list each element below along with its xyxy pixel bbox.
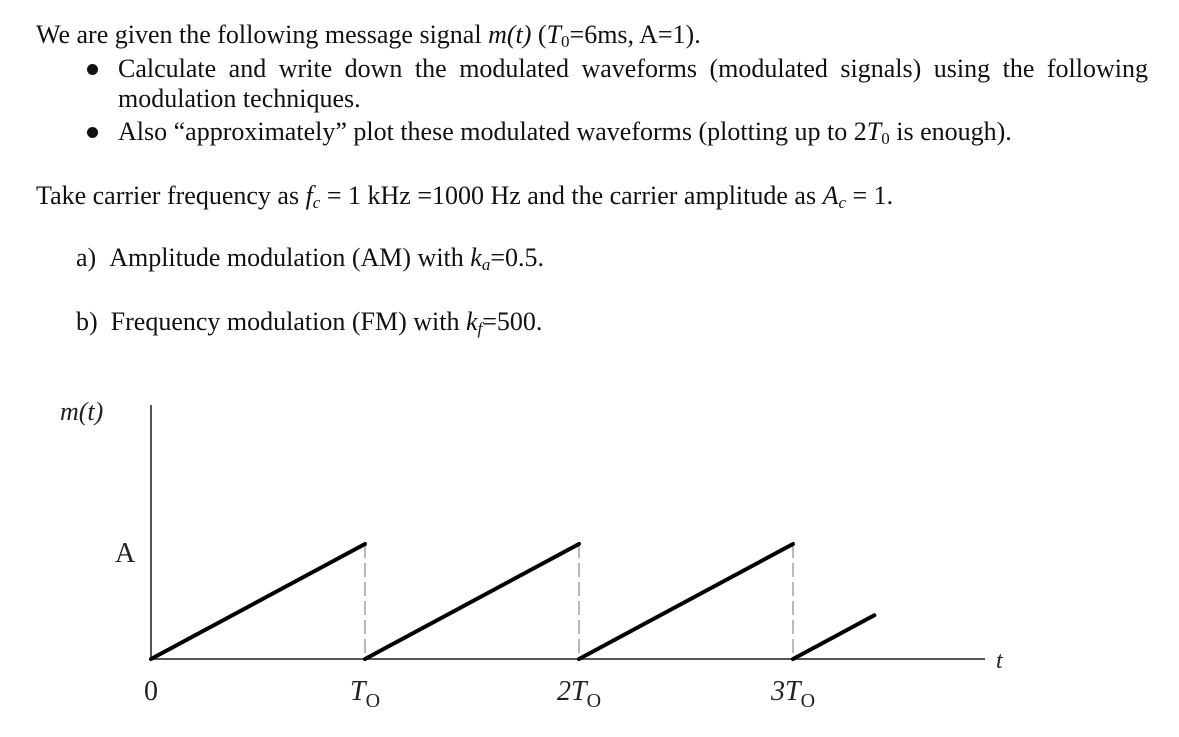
part-b-var: k [465,307,478,336]
sawtooth-ramp-2 [365,544,579,659]
part-a-value: =0.5. [490,243,545,272]
x-tick-label-3: $3T_O$ [770,676,816,712]
carrier-Ac-var: A [822,181,839,210]
x-tick-label-1: $T_O$ [349,676,381,712]
bullet-2-sub: 0 [881,129,890,148]
sawtooth-ramp-3 [579,544,793,659]
carrier-fc-sub: c [312,193,321,212]
dashed-drop-lines [365,544,793,659]
part-a-label: a) [76,243,97,272]
x-tick-label-0: 0 [144,676,158,707]
y-axis-label: m(t) [60,397,104,426]
carrier-middle: = 1 kHz =1000 Hz and the carrier amplitude as [320,181,823,210]
intro-params-rest: =6ms, A=1). [569,20,701,49]
sawtooth-ramp-1 [151,544,365,659]
part-b-label: b) [76,307,98,336]
bullet-2-var: T [866,117,882,146]
intro-prefix: We are given the following message signal [36,20,489,49]
bullet-2-suffix: is enough). [889,117,1012,146]
bullet-2-prefix: Also “approximately” plot these modulated waveforms (plotting up to 2 [118,117,867,146]
part-a-sub: a [481,255,491,274]
bullet-1-text: Calculate and write down the modulated waveforms (modulated signals) using the following modulation techniques. [118,54,1148,113]
part-a-text: Amplitude modulation (AM) with [109,243,471,272]
sawtooth-ramp-4 [793,615,874,659]
intro-T-sub: 0 [561,32,570,51]
carrier-fc-var: f [305,181,313,210]
x-tick-label-2: $2T_O$ [556,676,602,712]
x-tick-labels [144,676,815,712]
intro-params-open: ( [531,20,547,49]
part-b-value: =500. [482,307,543,336]
intro-T: T [546,20,562,49]
sawtooth-series [151,544,874,659]
carrier-prefix: Take carrier frequency as [36,181,306,210]
carrier-Ac-sub: c [838,193,846,212]
part-b-text: Frequency modulation (FM) with [110,307,466,336]
intro-signal: m(t) [488,20,532,49]
part-a-var: k [470,243,482,272]
y-tick-label-A: A [115,538,136,569]
x-axis-label: t [996,648,1003,674]
part-b-sub: f [477,319,483,338]
carrier-suffix: = 1. [846,181,894,210]
